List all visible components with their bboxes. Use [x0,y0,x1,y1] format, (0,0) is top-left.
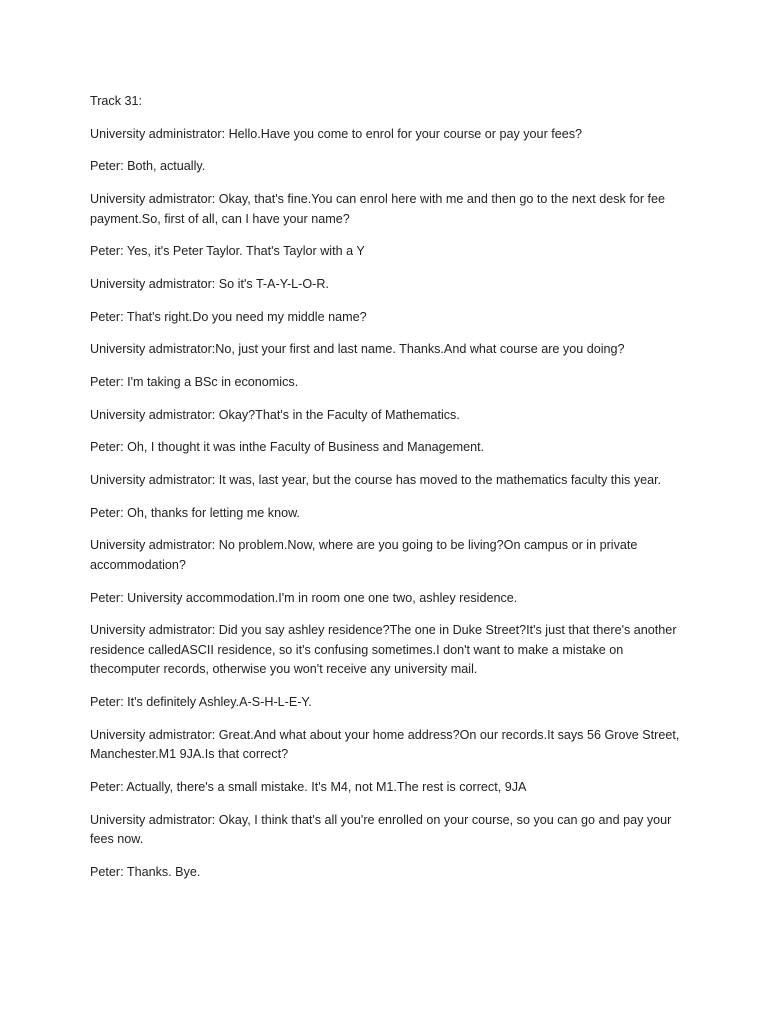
dialogue-line: University admistrator: Great.And what about your home address?On our records.It says 56 Grove Street, Manchester.M1 9JA.Is that correct? [90,727,680,762]
dialogue-line: University admistrator: So it's T-A-Y-L-O-R. [90,276,329,291]
track-heading: Track 31: [90,94,143,108]
dialogue-line: Peter: It's definitely Ashley.A-S-H-L-E-Y. [90,695,312,709]
dialogue-line: University administrator: Hello.Have you come to enrol for your course or pay your fees? [90,126,583,141]
dialogue-line: Peter: Both, actually. [90,159,206,174]
dialogue-line: University admistrator: Okay, that's fine.You can enrol here with me and then go to the next desk for fee payment.So, first of all, can I have your name? [90,192,666,226]
dialogue-line: Peter: That's right.Do you need my middle name? [90,309,367,324]
dialogue-line: Peter: Oh, thanks for letting me know. [90,505,300,520]
dialogue-line: University admistrator: No problem.Now, where are you going to be living?On campus or in private accommodation? [90,538,638,572]
document-page [90,92,690,895]
dialogue-line: Peter: University accommodation.I'm in room one one two, ashley residence. [90,590,518,605]
dialogue-line: Peter: Oh, I thought it was inthe Faculty of Business and Management. [90,440,485,455]
dialogue-line: University admistrator:No, just your first and last name. Thanks.And what course are you doing? [90,342,625,357]
dialogue-line: University admistrator: Did you say ashley residence?The one in Duke Street?It's just that there's another residence calledASCII residence, so it's confusing sometimes.I don't want to make a mistake on thecomputer records, otherwise you won't receive any university mail. [90,623,677,677]
dialogue-line: Peter: Yes, it's Peter Taylor. That's Taylor with a Y [90,244,365,259]
dialogue-line: Peter: I'm taking a BSc in economics. [90,375,299,389]
dialogue-line: University admistrator: Okay?That's in the Faculty of Mathematics. [90,407,460,422]
dialogue-line: Peter: Actually, there's a small mistake. It's M4, not M1.The rest is correct, 9JA [90,779,527,794]
dialogue-line: University admistrator: It was, last year, but the course has moved to the mathematics faculty this year. [90,473,662,488]
dialogue-line: University admistrator: Okay, I think that's all you're enrolled on your course, so you can go and pay your fees now. [90,812,672,847]
dialogue-line: Peter: Thanks. Bye. [90,864,201,879]
